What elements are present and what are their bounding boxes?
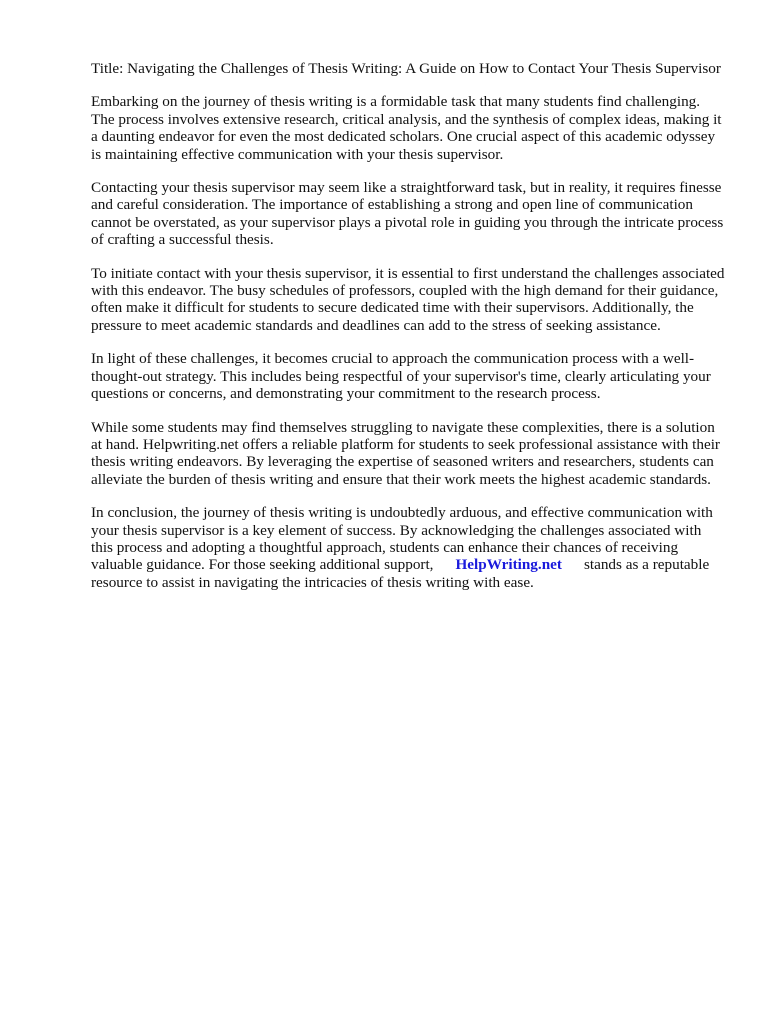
document-title: Title: Navigating the Challenges of Thesis Writing: A Guide on How to Contact Your Thesis Supervisor [91, 60, 721, 77]
conclusion-text-before-link: In conclusion, the journey of thesis writing is undoubtedly arduous, and effective communication with your thesis supervisor is a key element of success. By acknowledging the challenges associated with this process and adopting a thoughtful approach, students can enhance their chances of receiving valuable guidance. For those seeking additional support, [91, 504, 713, 574]
paragraph-contacting: Contacting your thesis supervisor may seem like a straightforward task, but in reality, it requires finesse and careful consideration. The importance of establishing a strong and open line of communication cannot be overstated, as your supervisor plays a pivotal role in guiding you through the intricate process of crafting a successful thesis. [91, 179, 724, 249]
paragraph-initiate-contact: To initiate contact with your thesis supervisor, it is essential to first understand the challenges associated with this endeavor. The busy schedules of professors, coupled with the high demand for their guidance, often make it difficult for students to secure dedicated time with their supervisors. Additionally, the pressure to meet academic standards and deadlines can add to the stress of seeking assistance. [91, 264, 725, 334]
document-page [91, 60, 725, 607]
helpwriting-link[interactable]: HelpWriting.net [455, 556, 562, 574]
paragraph-conclusion [91, 504, 725, 591]
conclusion-text-after-link: stands as a reputable resource to assist in navigating the intricacies of thesis writing with ease. [91, 556, 710, 591]
paragraph-strategy: In light of these challenges, it becomes crucial to approach the communication process with a well-thought-out strategy. This includes being respectful of your supervisor's time, clearly articulating your questions or concerns, and demonstrating your commitment to the research process. [91, 350, 711, 403]
paragraph-solution: While some students may find themselves struggling to navigate these complexities, there is a solution at hand. Helpwriting.net offers a reliable platform for students to seek professional assistance with their thesis writing endeavors. By leveraging the expertise of seasoned writers and researchers, students can alleviate the burden of thesis writing and ensure that their work meets the highest academic standards. [91, 418, 720, 488]
paragraph-intro: Embarking on the journey of thesis writing is a formidable task that many students find challenging. The process involves extensive research, critical analysis, and the synthesis of complex ideas, making it a daunting endeavor for even the most dedicated scholars. One crucial aspect of this academic odyssey is maintaining effective communication with your thesis supervisor. [91, 93, 722, 163]
